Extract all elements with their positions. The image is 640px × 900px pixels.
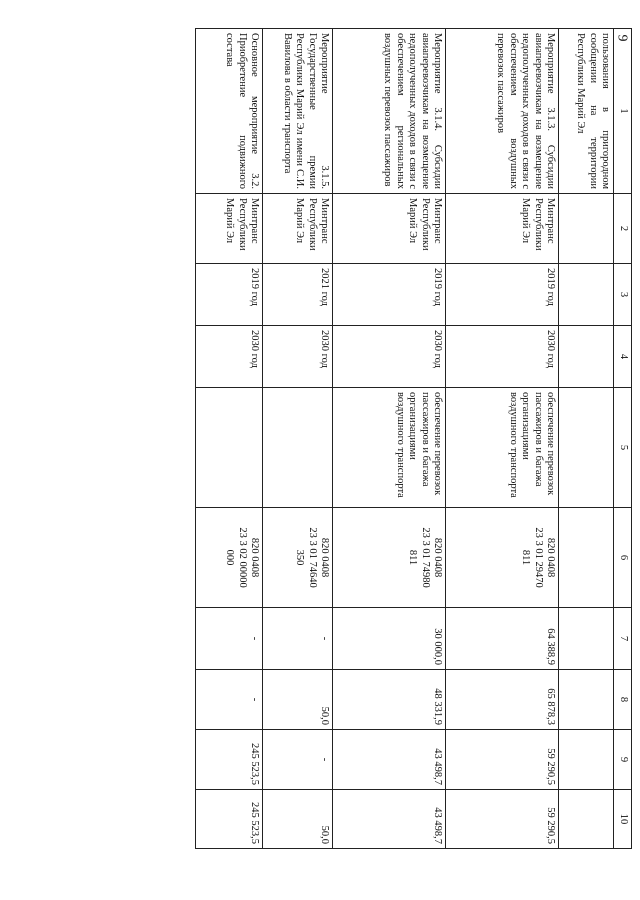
empty-cell — [559, 264, 614, 326]
continuation-cell: пользования в пригородном сообщении на территории Республики Марий Эл — [559, 29, 614, 194]
table-row — [333, 29, 446, 849]
budget-code-cell: 820 0408 23 3 01 74980 811 — [333, 508, 446, 608]
amount-col8-cell: - — [196, 670, 263, 730]
column-number-4: 4 — [614, 326, 632, 388]
amount-col7-cell: 64 388,9 — [446, 608, 559, 670]
amount-col10-cell: 50,0 — [263, 790, 333, 849]
amount-col9-cell: - — [263, 730, 333, 790]
page-number: 9 — [614, 34, 630, 42]
continuation-row — [559, 29, 614, 849]
empty-cell — [559, 670, 614, 730]
empty-cell — [559, 388, 614, 508]
executor-cell: Минтранс Республики Марий Эл — [263, 194, 333, 264]
column-number-7: 7 — [614, 608, 632, 670]
amount-col9-cell: 245 523,5 — [196, 730, 263, 790]
measure-name-cell: Мероприятие 3.1.5. Государственные премии Республики Марий Эл имени С.И. Вавилова в области транспорта — [263, 29, 333, 194]
measure-name-cell: Основное мероприятие 3.2. Приобретение подвижного состава — [196, 29, 263, 194]
column-number-10: 10 — [614, 790, 632, 849]
amount-col8-cell: 48 331,9 — [333, 670, 446, 730]
column-number-8: 8 — [614, 670, 632, 730]
expected-result-cell — [263, 388, 333, 508]
end-year-cell: 2030 год — [196, 326, 263, 388]
start-year-cell: 2021 год — [263, 264, 333, 326]
executor-cell: Минтранс Республики Марий Эл — [196, 194, 263, 264]
budget-code-cell: 820 0408 23 3 02 00000 000 — [196, 508, 263, 608]
amount-col7-cell: - — [263, 608, 333, 670]
empty-cell — [559, 608, 614, 670]
expected-result-cell — [196, 388, 263, 508]
expected-result-cell: обеспечение перевозок пассажиров и багажа организациями воздушного транспорта — [333, 388, 446, 508]
amount-col9-cell: 43 498,7 — [333, 730, 446, 790]
rotated-table-container — [137, 28, 632, 848]
empty-cell — [559, 326, 614, 388]
expected-result-cell: обеспечение перевозок пассажиров и багажа организациями воздушного транспорта — [446, 388, 559, 508]
table-row — [263, 29, 333, 849]
column-number-row — [614, 29, 632, 849]
empty-cell — [559, 508, 614, 608]
empty-cell — [559, 194, 614, 264]
column-number-3: 3 — [614, 264, 632, 326]
end-year-cell: 2030 год — [263, 326, 333, 388]
program-measures-table — [196, 28, 633, 849]
budget-code-cell: 820 0408 23 3 01 29470 811 — [446, 508, 559, 608]
amount-col9-cell: 59 290,5 — [446, 730, 559, 790]
start-year-cell: 2019 год — [446, 264, 559, 326]
column-number-2: 2 — [614, 194, 632, 264]
amount-col7-cell: - — [196, 608, 263, 670]
column-number-6: 6 — [614, 508, 632, 608]
empty-cell — [559, 790, 614, 849]
column-number-9: 9 — [614, 730, 632, 790]
amount-col10-cell: 43 498,7 — [333, 790, 446, 849]
start-year-cell: 2019 год — [196, 264, 263, 326]
end-year-cell: 2030 год — [446, 326, 559, 388]
budget-code-cell: 820 0408 23 3 01 74640 350 — [263, 508, 333, 608]
amount-col10-cell: 245 523,5 — [196, 790, 263, 849]
end-year-cell: 2030 год — [333, 326, 446, 388]
measure-name-cell: Мероприятие 3.1.4. Субсидии авиаперевозчикам на возмещение недополученных доходов в связи с обеспечением региональных воздушных перевозок пассажиров — [333, 29, 446, 194]
table-row — [446, 29, 559, 849]
empty-cell — [559, 730, 614, 790]
amount-col8-cell: 50,0 — [263, 670, 333, 730]
measure-name-cell: Мероприятие 3.1.3. Субсидии авиаперевозчикам на возмещение недополученных доходов в связи с обеспечением воздушных перевозок пассажиров — [446, 29, 559, 194]
amount-col10-cell: 59 290,5 — [446, 790, 559, 849]
executor-cell: Минтранс Республики Марий Эл — [333, 194, 446, 264]
start-year-cell: 2019 год — [333, 264, 446, 326]
executor-cell: Минтранс Республики Марий Эл — [446, 194, 559, 264]
column-number-5: 5 — [614, 388, 632, 508]
amount-col8-cell: 65 878,3 — [446, 670, 559, 730]
column-number-1: 1 — [614, 29, 632, 194]
table-body — [196, 29, 632, 849]
amount-col7-cell: 30 000,0 — [333, 608, 446, 670]
table-row — [196, 29, 263, 849]
